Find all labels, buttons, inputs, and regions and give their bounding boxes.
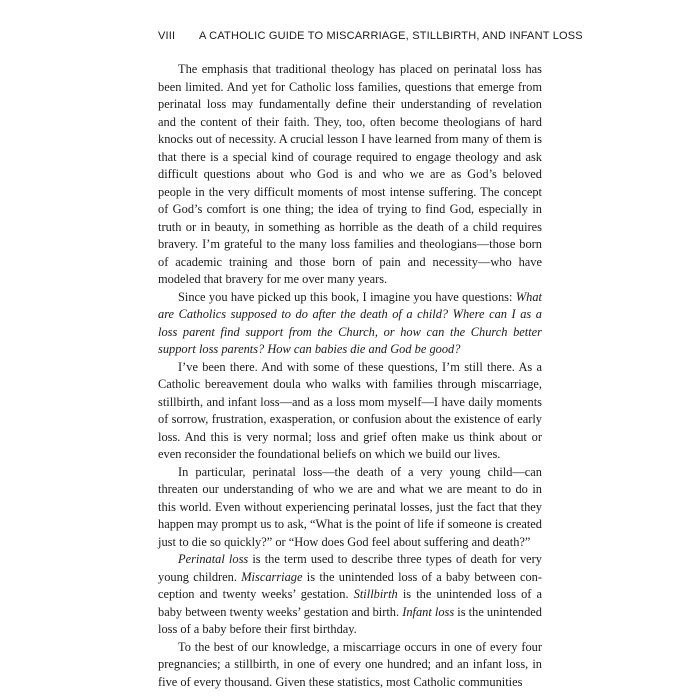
italic-text-run: What are Catholics supposed to do after the death of a child? Where can I as a loss parent find support from the Church, or how can the Church better support loss parents? How can babies die and God be good? [158, 289, 542, 356]
running-head [158, 30, 583, 50]
body-text [158, 61, 542, 691]
text-run: To the best of our knowledge, a miscarriage occurs in one of every four pregnancies; a stillbirth, in one of every one hundred; and an infant loss, in five of every thousand. Given these statistics, most Catholic communities [158, 639, 542, 689]
text-run: is the unintended loss of a baby before their first birthday. [158, 604, 542, 636]
text-run: is the term used to describe three types of death for very young children. [158, 552, 542, 584]
italic-text-run: Infant loss [402, 604, 455, 619]
paragraph [158, 359, 542, 464]
text-run: In particular, perinatal loss—the death of a very young child—can threaten our understanding of who we are and what we are meant to do in this world. Even without experiencing perinatal losses, just the fact that they happen may prompt us to ask, “What is the point of life if someone is created just to die so quickly?” or “How does God feel about suffering and death?” [158, 464, 542, 549]
text-run: is the unintended loss of a baby between twenty weeks’ gestation and birth. [158, 587, 542, 619]
running-head-title: A CATHOLIC GUIDE TO MISCARRIAGE, STILLBIRTH, AND INFANT LOSS [199, 30, 583, 42]
italic-text-run: Perinatal loss [178, 552, 249, 566]
book-page [158, 30, 583, 700]
text-run: I’ve been there. And with some of these questions, I’m still there. As a Catholic bereavement doula who walks with families through miscarriage, stillbirth, and infant loss—and as a loss mom myself—I have daily moments of sorrow, frustration, exasperation, or confusion about the existence of early loss. And this is very normal; loss and grief often make us think about or even reconsider the foundational beliefs on which we build our lives. [158, 359, 542, 461]
text-run: Since you have picked up this book, I imagine you have questions: [178, 289, 516, 304]
text-run: is the unintended loss of a baby between conception and twenty weeks’ gestation. [158, 569, 542, 601]
paragraph [158, 289, 542, 359]
paragraph [158, 639, 542, 692]
italic-text-run: Stillbirth [353, 587, 398, 601]
text-run: The emphasis that traditional theology has placed on perinatal loss has been limited. And yet for Catholic loss families, questions that emerge from perinatal loss may fundamentally define their understanding of revelation and the content of their faith. They, too, often become theologians of hard knocks out of necessity. A crucial lesson I have learned from many of them is that there is a special kind of courage required to engage theology and ask difficult questions about who God is and who we are as God’s beloved people in the very difficult moments of most intense suffering. The concept of God’s comfort is one thing; the idea of trying to find God, especially in truth or in beauty, in something as horrible as the death of a child requires bravery. I’m grateful to the many loss families and theologians—those born of academic training and those born of pain and necessity—who have modeled that bravery for me over many years. [158, 62, 542, 286]
paragraph [158, 464, 542, 552]
paragraph [158, 551, 542, 639]
page-number: VIII [158, 30, 176, 42]
paragraph [158, 61, 542, 289]
italic-text-run: Miscarriage [241, 569, 303, 584]
